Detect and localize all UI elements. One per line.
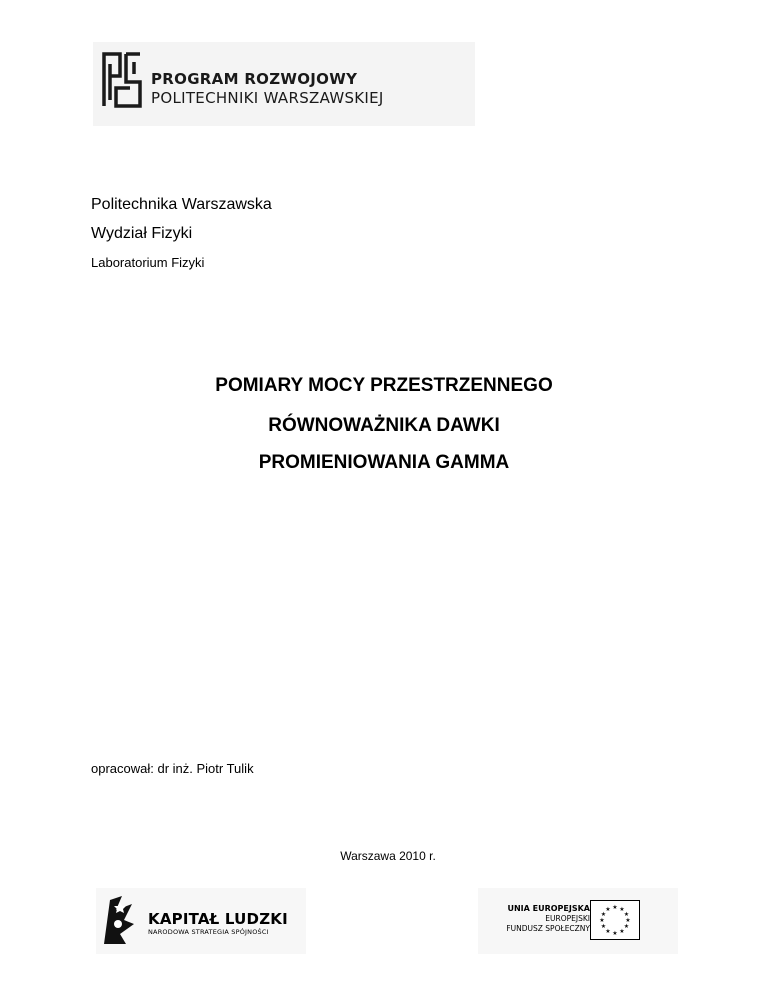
- author: opracował: dr inż. Piotr Tulik: [91, 761, 254, 776]
- header-logo: [93, 42, 475, 126]
- kl-subtitle: NARODOWA STRATEGIA SPÓJNOŚCI: [148, 928, 269, 936]
- svg-text:★: ★: [612, 904, 618, 911]
- svg-text:★: ★: [600, 911, 607, 918]
- svg-text:★: ★: [623, 923, 630, 930]
- title-line2: RÓWNOWAŻNIKA DAWKI: [268, 415, 500, 436]
- svg-text:★: ★: [623, 911, 630, 918]
- svg-text:★: ★: [612, 930, 618, 937]
- header-logo-line1: PROGRAM ROZWOJOWY: [151, 70, 358, 88]
- eu-logo: [478, 888, 678, 954]
- svg-text:★: ★: [619, 928, 625, 935]
- svg-text:★: ★: [625, 917, 631, 924]
- laboratory-name: Laboratorium Fizyki: [91, 255, 205, 270]
- header-logo-line2: POLITECHNIKI WARSZAWSKIEJ: [151, 89, 384, 107]
- prpw-logo-icon: [100, 50, 144, 108]
- title-line3: PROMIENIOWANIA GAMMA: [258, 452, 510, 473]
- svg-text:★: ★: [605, 906, 611, 913]
- svg-text:★: ★: [599, 917, 605, 924]
- department-name: Wydział Fizyki: [91, 225, 193, 242]
- svg-text:★: ★: [605, 928, 611, 935]
- eu-flag-icon: [590, 900, 640, 940]
- svg-text:★: ★: [600, 923, 607, 930]
- title-line1: POMIARY MOCY PRZESTRZENNEGO: [215, 375, 553, 396]
- kl-title: KAPITAŁ LUDZKI: [148, 910, 288, 928]
- eu-line2: EUROPEJSKI: [545, 914, 590, 923]
- university-name: Politechnika Warszawska: [91, 196, 272, 213]
- kapital-ludzki-logo: [96, 888, 306, 954]
- eu-line3: FUNDUSZ SPOŁECZNY: [506, 924, 590, 933]
- place-date: Warszawa 2010 r.: [340, 849, 436, 863]
- kapital-ludzki-icon: [102, 894, 136, 946]
- eu-line1: UNIA EUROPEJSKA: [507, 904, 590, 913]
- svg-text:★: ★: [619, 906, 625, 913]
